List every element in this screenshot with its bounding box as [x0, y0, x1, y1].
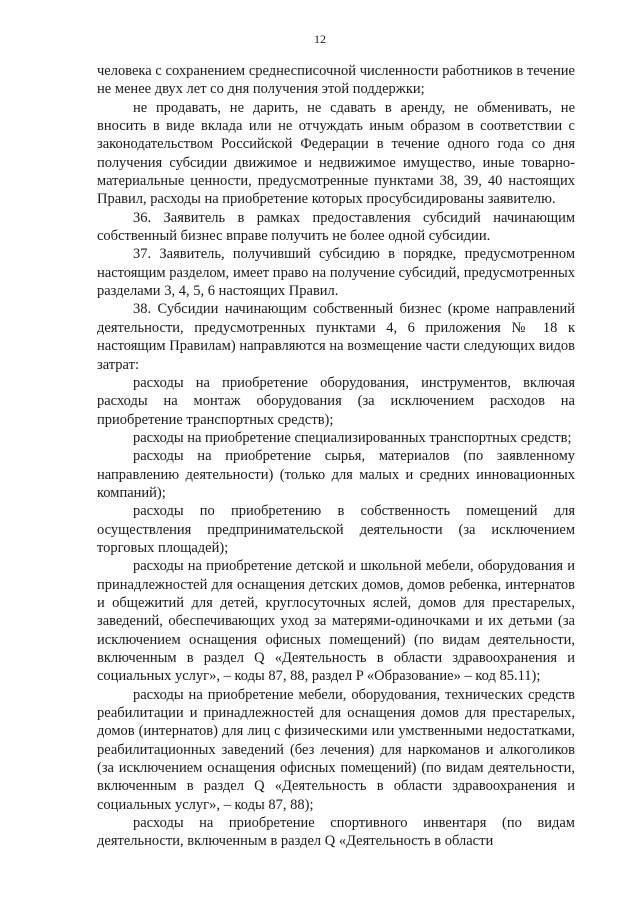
paragraph: человека с сохранением среднесписочной численности работников в течение не менее двух лет со дня получения этой поддержки;: [97, 63, 575, 98]
document-body: [97, 62, 575, 851]
paragraph: расходы на приобретение сырья, материалов (по заявленному направлению деятельности) (только для малых и средних инновационных компаний);: [97, 448, 575, 501]
paragraph: 37. Заявитель, получивший субсидию в порядке, предусмотренном настоящим разделом, имеет право на получение субсидий, предусмотренных разделами 3, 4, 5, 6 настоящих Правил.: [97, 246, 575, 300]
paragraph: расходы на приобретение оборудования, инструментов, включая расходы на монтаж оборудования (за исключением расходов на приобретение транспортных средств);: [97, 374, 575, 428]
paragraph: не продавать, не дарить, не сдавать в аренду, не обменивать, не вносить в виде вклада или не отчуждать иным образом в соответствии с законодательством Российской Федерации в течение одного года со дня получения субсидии движимое и недвижимое имущество, иные товарно-материальные ценности, предусмотренные пунктами 38, 39, 40 настоящих Правил, расходы на приобретение которых просубсидированы заявителю.: [97, 99, 575, 208]
paragraph: 36. Заявитель в рамках предоставления субсидий начинающим собственный бизнес вправе получить не более одной субсидии.: [97, 209, 575, 245]
paragraph: расходы на приобретение спортивного инвентаря (по видам деятельности, включенным в раздел Q «Деятельность в области: [97, 815, 575, 850]
paragraph: 38. Субсидии начинающим собственный бизнес (кроме направлений деятельности, предусмотренных пунктами 4, 6 приложения № 18 к настоящим Правилам) направляются на возмещение части следующих видов затрат:: [97, 301, 575, 373]
paragraph: расходы на приобретение детской и школьной мебели, оборудования и принадлежностей для оснащения детских домов, домов ребенка, интернатов и общежитий для детей, круглосуточных яслей, домов для престарелых, заведений, обеспечивающих уход за матерями-одиночками и их детьми (за исключением оснащения офисных помещений) (по видам деятельности, включенным в раздел Q «Деятельность в области здравоохранения и социальных услуг», – коды 87, 88, раздел P «Образование» – код 85.11);: [97, 558, 575, 685]
paragraph: расходы по приобретению в собственность помещений для осуществления предпринимательской деятельности (за исключением торговых площадей);: [97, 503, 575, 556]
page-number: 12: [314, 32, 326, 46]
paragraph: расходы на приобретение мебели, оборудования, технических средств реабилитации и принадлежностей для оснащения домов для престарелых, домов (интернатов) для лиц с физическими или умственными недостатками, реабилитационных заведений (без лечения) для наркоманов и алкоголиков (за исключением оснащения офисных помещений) (по видам деятельности, включенным в раздел Q «Деятельность в области здравоохранения и социальных услуг», – коды 87, 88);: [97, 686, 575, 813]
paragraph: расходы на приобретение специализированных транспортных средств;: [133, 429, 572, 446]
